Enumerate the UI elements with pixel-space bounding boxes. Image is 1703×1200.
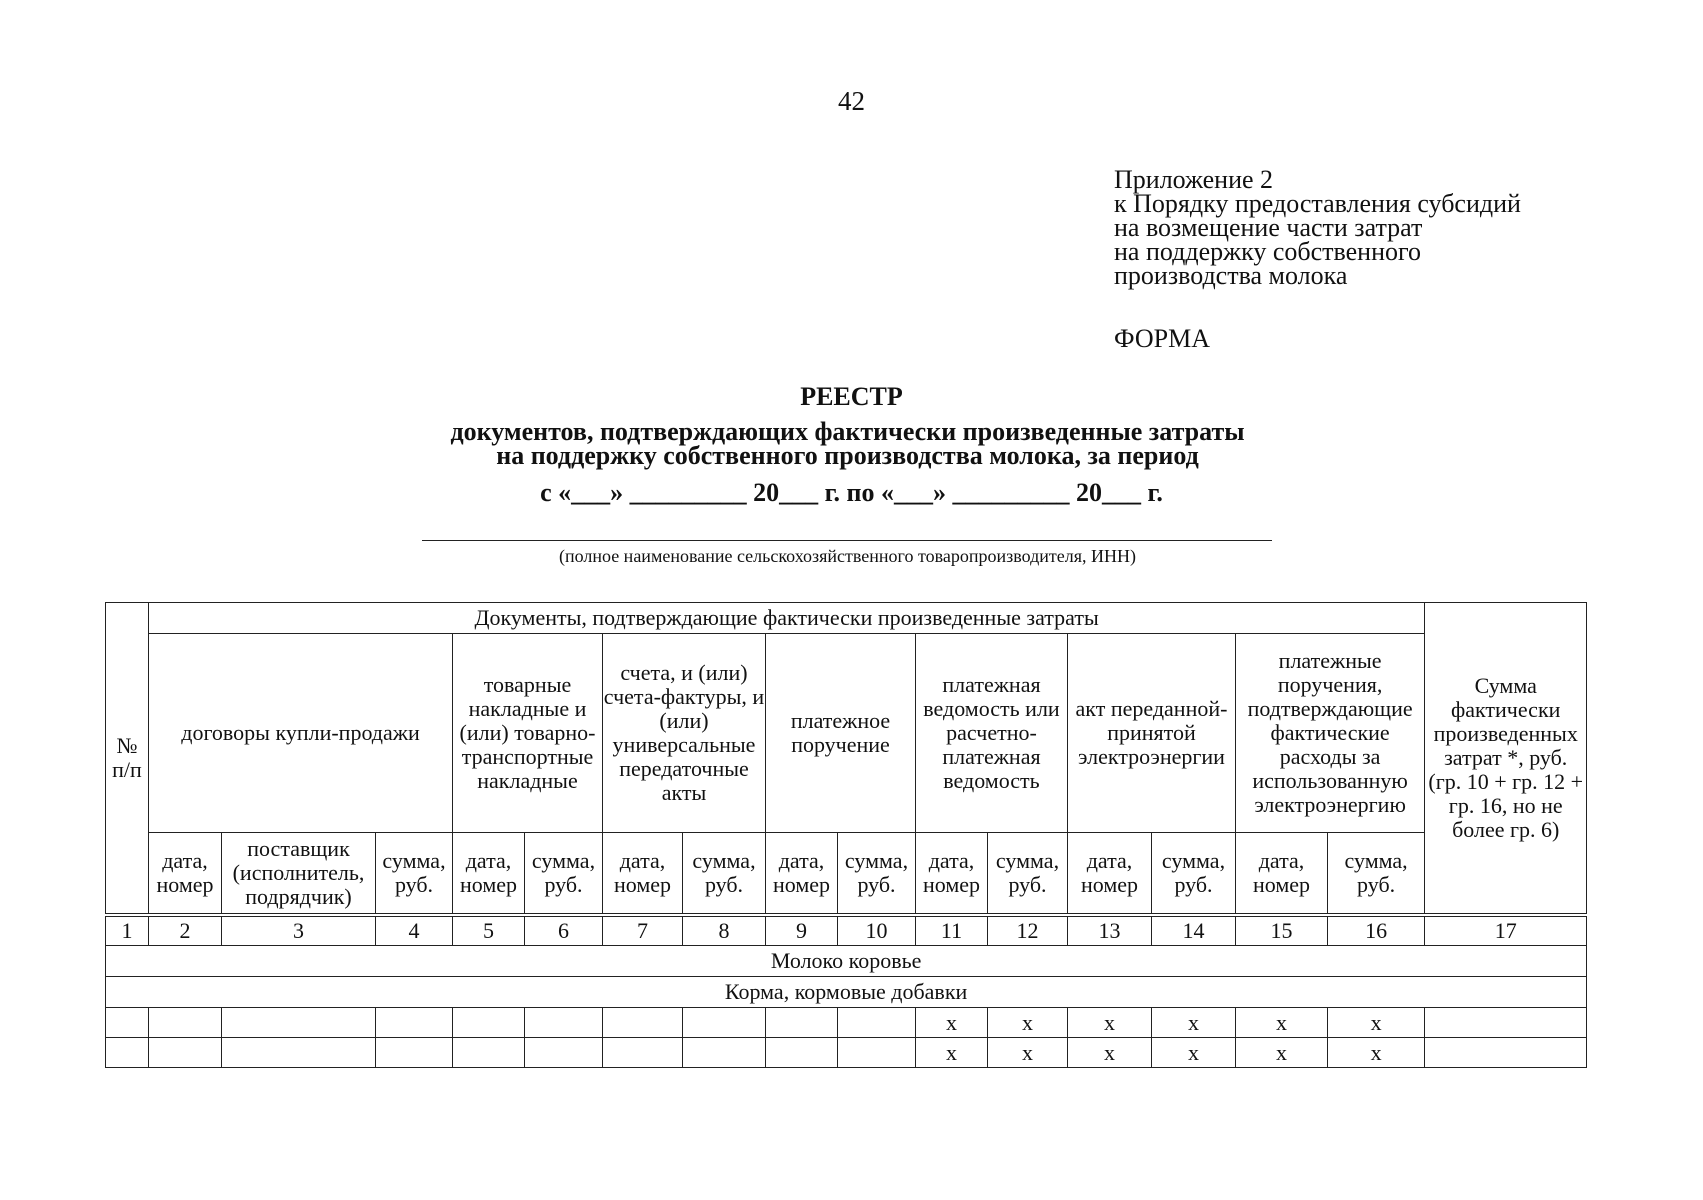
- registry-subtitle-line: документов, подтверждающих фактически произведенные затраты: [450, 417, 1245, 446]
- column-number: 13: [1068, 915, 1152, 946]
- subheader-cell: дата, номер: [1068, 833, 1152, 916]
- table-cell: [222, 1038, 376, 1068]
- subheader-cell: сумма, руб.: [1152, 833, 1236, 916]
- subheader-cell: дата, номер: [453, 833, 525, 916]
- table-cell: х: [1236, 1038, 1328, 1068]
- subheader-cell: дата, номер: [1236, 833, 1328, 916]
- subheader-cell: поставщик (исполнитель, подрядчик): [222, 833, 376, 916]
- header-total-sum: Сумма фактически произведенных затрат *, руб. (гр. 10 + гр. 12 + гр. 16, но не более гр. 6): [1425, 603, 1587, 916]
- header-row-number: № п/п: [106, 603, 149, 916]
- subheader-cell: сумма, руб.: [683, 833, 766, 916]
- column-number: 9: [766, 915, 838, 946]
- table-cell: [766, 1008, 838, 1038]
- column-number: 4: [376, 915, 453, 946]
- table-cell: [222, 1008, 376, 1038]
- table-cell: [149, 1008, 222, 1038]
- appendix-block: [1114, 165, 1521, 290]
- registry-title: РЕЕСТР: [800, 382, 903, 411]
- table-cell: [376, 1038, 453, 1068]
- appendix-line: производства молока: [1114, 261, 1348, 290]
- group-electricity-payments: платежные поручения, подтверждающие фактические расходы за использованную электроэнергию: [1236, 634, 1425, 833]
- column-number: 12: [988, 915, 1068, 946]
- column-number: 14: [1152, 915, 1236, 946]
- table-cell: [525, 1038, 603, 1068]
- table-cell: [838, 1038, 916, 1068]
- table-cell: [683, 1008, 766, 1038]
- column-number: 6: [525, 915, 603, 946]
- column-number: 8: [683, 915, 766, 946]
- table-cell: х: [916, 1008, 988, 1038]
- subheader-cell: дата, номер: [149, 833, 222, 916]
- table-cell: х: [1328, 1008, 1425, 1038]
- table-cell: [603, 1038, 683, 1068]
- column-number: 15: [1236, 915, 1328, 946]
- producer-name-line: [422, 540, 1272, 541]
- table-cell: [603, 1008, 683, 1038]
- appendix-line: Приложение 2: [1114, 165, 1274, 194]
- column-number: 10: [838, 915, 916, 946]
- column-number: 16: [1328, 915, 1425, 946]
- page-number: 42: [838, 86, 865, 116]
- table-cell: х: [988, 1038, 1068, 1068]
- section-row-feed: Корма, кормовые добавки: [106, 977, 1587, 1008]
- group-electricity-act: акт переданной-принятой электроэнергии: [1068, 634, 1236, 833]
- registry-subtitle: [0, 417, 1695, 470]
- table-cell: х: [916, 1038, 988, 1068]
- table-cell: [525, 1008, 603, 1038]
- group-contracts: договоры купли-продажи: [149, 634, 453, 833]
- subheader-cell: сумма, руб.: [525, 833, 603, 916]
- subheader-cell: сумма, руб.: [838, 833, 916, 916]
- table-cell: [683, 1038, 766, 1068]
- header-documents: Документы, подтверждающие фактически произведенные затраты: [149, 603, 1425, 634]
- table-row: [106, 1008, 1587, 1038]
- table-cell: х: [1152, 1038, 1236, 1068]
- subheader-cell: сумма, руб.: [1328, 833, 1425, 916]
- table-cell: х: [1236, 1008, 1328, 1038]
- table-cell: [453, 1038, 525, 1068]
- subheader-cell: дата, номер: [766, 833, 838, 916]
- table-cell: [838, 1008, 916, 1038]
- column-number: 2: [149, 915, 222, 946]
- group-invoices: счета, и (или) счета-фактуры, и (или) универсальные передаточные акты: [603, 634, 766, 833]
- table-cell: [106, 1038, 149, 1068]
- subheader-cell: сумма, руб.: [988, 833, 1068, 916]
- table-cell: [1425, 1038, 1587, 1068]
- group-payroll: платежная ведомость или расчетно-платежная ведомость: [916, 634, 1068, 833]
- group-payment-order: платежное поручение: [766, 634, 916, 833]
- subheader-cell: дата, номер: [916, 833, 988, 916]
- appendix-line: к Порядку предоставления субсидий: [1114, 189, 1521, 218]
- column-number: 7: [603, 915, 683, 946]
- table-cell: х: [1068, 1008, 1152, 1038]
- table-cell: [376, 1008, 453, 1038]
- table-cell: х: [988, 1008, 1068, 1038]
- appendix-line: на поддержку собственного: [1114, 237, 1422, 266]
- section-row-milk: Молоко коровье: [106, 946, 1587, 977]
- appendix-line: на возмещение части затрат: [1114, 213, 1423, 242]
- registry-period: с «___» _________ 20___ г. по «___» _________ 20___ г.: [540, 478, 1163, 507]
- table-cell: [1425, 1008, 1587, 1038]
- subheader-cell: дата, номер: [603, 833, 683, 916]
- table-row: [106, 1038, 1587, 1068]
- column-number: 1: [106, 915, 149, 946]
- column-number: 3: [222, 915, 376, 946]
- group-waybills: товарные накладные и (или) товарно-транспортные накладные: [453, 634, 603, 833]
- form-label: ФОРМА: [1114, 324, 1210, 353]
- column-number: 17: [1425, 915, 1587, 946]
- table-cell: х: [1068, 1038, 1152, 1068]
- table-cell: [453, 1008, 525, 1038]
- registry-subtitle-line: на поддержку собственного производства молока, за период: [496, 441, 1199, 470]
- subheader-cell: сумма, руб.: [376, 833, 453, 916]
- table-cell: [149, 1038, 222, 1068]
- table-cell: х: [1152, 1008, 1236, 1038]
- column-number: 5: [453, 915, 525, 946]
- table-cell: х: [1328, 1038, 1425, 1068]
- table-cell: [766, 1038, 838, 1068]
- column-number: 11: [916, 915, 988, 946]
- table-cell: [106, 1008, 149, 1038]
- registry-table: [105, 602, 1587, 1068]
- producer-caption: (полное наименование сельскохозяйственного товаропроизводителя, ИНН): [558, 546, 1137, 566]
